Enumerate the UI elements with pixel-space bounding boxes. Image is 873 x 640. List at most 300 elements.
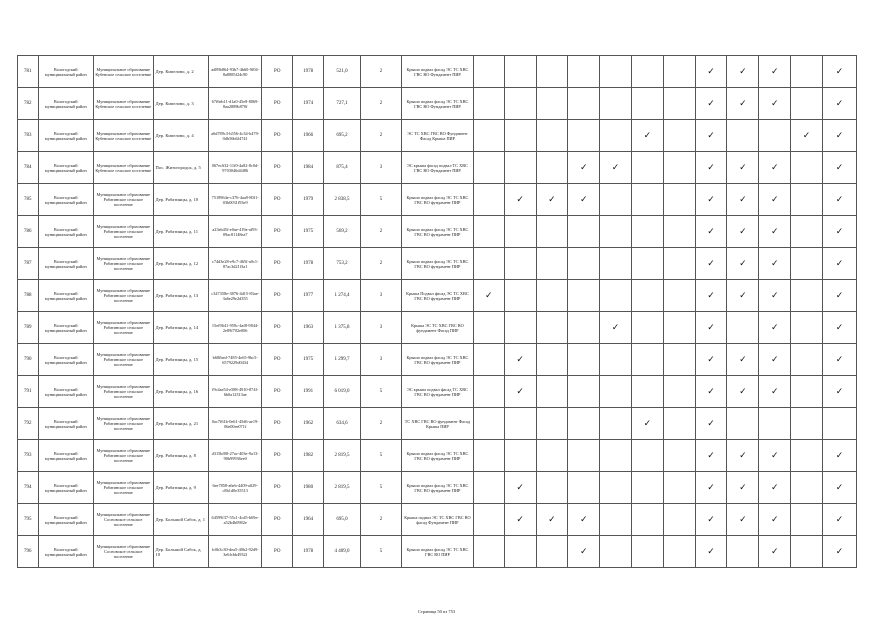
check-mark-icon: ✓ xyxy=(727,440,759,472)
area-cell: 1 299,7 xyxy=(323,344,360,376)
empty-cell xyxy=(473,376,504,408)
row-number: 793 xyxy=(18,440,39,472)
works-cell: Крыша подвал ЭС ТС ХВС ГВС ВО фасад Фундамент ПИР xyxy=(402,504,474,536)
floors-cell: 2 xyxy=(360,504,401,536)
municipality-cell: Муниципальное образование Сосновское сельское поселение xyxy=(93,536,153,568)
works-cell: Крыша подвал фасад ЭС ТС ХВС ГВС ВО ПИР xyxy=(402,536,474,568)
empty-cell xyxy=(727,120,759,152)
floors-cell: 3 xyxy=(360,312,401,344)
municipality-cell: Муниципальное образование Кубенское сельское поселение xyxy=(93,120,153,152)
empty-cell xyxy=(663,280,695,312)
year-cell: 1975 xyxy=(293,344,324,376)
empty-cell xyxy=(600,472,632,504)
table-row xyxy=(18,88,857,120)
district-cell: Вологодский муниципальный район xyxy=(38,56,93,88)
fund-form-cell: РО xyxy=(262,344,293,376)
check-mark-icon: ✓ xyxy=(727,472,759,504)
row-number: 781 xyxy=(18,56,39,88)
check-mark-icon: ✓ xyxy=(695,184,727,216)
empty-cell xyxy=(631,88,663,120)
fias-code-cell: ad89b864-93b7-4b60-9f04-8a8885f24c90 xyxy=(208,56,261,88)
row-number: 786 xyxy=(18,216,39,248)
empty-cell xyxy=(631,184,663,216)
fund-form-cell: РО xyxy=(262,472,293,504)
year-cell: 1974 xyxy=(293,88,324,120)
check-mark-icon: ✓ xyxy=(695,536,727,568)
empty-cell xyxy=(568,440,600,472)
address-cell: Дер. Рабатинцы, д. 8 xyxy=(153,440,208,472)
fias-code-cell: 15ef9641-959c-4af8-9844-2e89f702e006 xyxy=(208,312,261,344)
floors-cell: 5 xyxy=(360,440,401,472)
fund-form-cell: РО xyxy=(262,536,293,568)
empty-cell xyxy=(727,312,759,344)
empty-cell xyxy=(600,216,632,248)
empty-cell xyxy=(473,504,504,536)
empty-cell xyxy=(791,536,823,568)
works-cell: Крыша подвал фасад ЭС ТС ХВС ГВС ВО фундамент ПИР xyxy=(402,248,474,280)
district-cell: Вологодский муниципальный район xyxy=(38,88,93,120)
empty-cell xyxy=(473,56,504,88)
check-mark-icon: ✓ xyxy=(759,184,791,216)
empty-cell xyxy=(631,280,663,312)
check-mark-icon: ✓ xyxy=(727,152,759,184)
page-footer: Страница 50 из 753 xyxy=(417,609,456,614)
fias-code-cell: 7518964e-c376-4aa9-80f1-03b0031f93e9 xyxy=(208,184,261,216)
check-mark-icon: ✓ xyxy=(759,344,791,376)
works-cell: Крыша подвал фасад ЭС ТС ХВС ГВС ВО фундамент ПИР xyxy=(402,216,474,248)
district-cell: Вологодский муниципальный район xyxy=(38,344,93,376)
row-number: 795 xyxy=(18,504,39,536)
table-row xyxy=(18,152,857,184)
check-mark-icon: ✓ xyxy=(822,152,856,184)
empty-cell xyxy=(791,472,823,504)
empty-cell xyxy=(663,376,695,408)
empty-cell xyxy=(536,440,568,472)
area-cell: 4 409,0 xyxy=(323,536,360,568)
check-mark-icon: ✓ xyxy=(568,152,600,184)
empty-cell xyxy=(600,120,632,152)
works-cell: ЭС крыша фасад подвал ТС ХВС ГВС ВО Фундамент ПИР xyxy=(402,152,474,184)
fund-form-cell: РО xyxy=(262,184,293,216)
municipality-cell: Муниципальное образование Рабатинское сельское поселение xyxy=(93,344,153,376)
municipality-cell: Муниципальное образование Кубенское сельское поселение xyxy=(93,56,153,88)
row-number: 789 xyxy=(18,312,39,344)
area-cell: 695,0 xyxy=(323,504,360,536)
year-cell: 1984 xyxy=(293,152,324,184)
check-mark-icon: ✓ xyxy=(727,376,759,408)
empty-cell xyxy=(727,408,759,440)
table-row xyxy=(18,472,857,504)
year-cell: 1975 xyxy=(293,216,324,248)
district-cell: Вологодский муниципальный район xyxy=(38,472,93,504)
check-mark-icon: ✓ xyxy=(695,344,727,376)
check-mark-icon: ✓ xyxy=(473,280,504,312)
municipality-cell: Муниципальное образование Рабатинское сельское поселение xyxy=(93,184,153,216)
municipality-cell: Муниципальное образование Рабатинское сельское поселение xyxy=(93,376,153,408)
empty-cell xyxy=(791,56,823,88)
empty-cell xyxy=(536,280,568,312)
check-mark-icon: ✓ xyxy=(727,88,759,120)
floors-cell: 5 xyxy=(360,376,401,408)
empty-cell xyxy=(631,56,663,88)
area-cell: 634,6 xyxy=(323,408,360,440)
empty-cell xyxy=(663,88,695,120)
fund-form-cell: РО xyxy=(262,440,293,472)
empty-cell xyxy=(504,152,536,184)
check-mark-icon: ✓ xyxy=(727,248,759,280)
year-cell: 1963 xyxy=(293,312,324,344)
empty-cell xyxy=(473,152,504,184)
check-mark-icon: ✓ xyxy=(727,344,759,376)
empty-cell xyxy=(791,312,823,344)
floors-cell: 2 xyxy=(360,56,401,88)
area-cell: 875,4 xyxy=(323,152,360,184)
empty-cell xyxy=(759,408,791,440)
empty-cell xyxy=(663,248,695,280)
check-mark-icon: ✓ xyxy=(695,504,727,536)
check-mark-icon: ✓ xyxy=(631,408,663,440)
address-cell: Дер. Рабатинцы, д. 13 xyxy=(153,280,208,312)
empty-cell xyxy=(600,408,632,440)
empty-cell xyxy=(631,312,663,344)
table-row xyxy=(18,184,857,216)
row-number: 785 xyxy=(18,184,39,216)
empty-cell xyxy=(759,120,791,152)
address-cell: Дер. Рабатинцы, д. 15 xyxy=(153,344,208,376)
check-mark-icon: ✓ xyxy=(504,184,536,216)
empty-cell xyxy=(536,408,568,440)
district-cell: Вологодский муниципальный район xyxy=(38,280,93,312)
empty-cell xyxy=(504,440,536,472)
address-cell: Дер. Большой Сабск, д. 1 xyxy=(153,504,208,536)
fund-form-cell: РО xyxy=(262,248,293,280)
address-cell: Дер. Кипелово, д. 3 xyxy=(153,88,208,120)
check-mark-icon: ✓ xyxy=(695,248,727,280)
fias-code-cell: d315bf08-27ac-403e-9a13-90b99936ee0 xyxy=(208,440,261,472)
empty-cell xyxy=(791,152,823,184)
table-row xyxy=(18,56,857,88)
year-cell: 1977 xyxy=(293,280,324,312)
check-mark-icon: ✓ xyxy=(759,88,791,120)
empty-cell xyxy=(536,344,568,376)
area-cell: 2 838,5 xyxy=(323,184,360,216)
area-cell: 2 819,5 xyxy=(323,472,360,504)
check-mark-icon: ✓ xyxy=(504,376,536,408)
empty-cell xyxy=(536,472,568,504)
floors-cell: 5 xyxy=(360,472,401,504)
empty-cell xyxy=(663,408,695,440)
address-cell: Дер. Рабатинцы, д. 21 xyxy=(153,408,208,440)
address-cell: Дер. Кипелово, д. 4 xyxy=(153,120,208,152)
district-cell: Вологодский муниципальный район xyxy=(38,504,93,536)
empty-cell xyxy=(600,280,632,312)
floors-cell: 2 xyxy=(360,216,401,248)
table-row xyxy=(18,216,857,248)
check-mark-icon: ✓ xyxy=(822,376,856,408)
empty-cell xyxy=(791,184,823,216)
fias-code-cell: a6d789c3-b556-4c34-b479-0db56b6f4741 xyxy=(208,120,261,152)
year-cell: 1978 xyxy=(293,56,324,88)
check-mark-icon: ✓ xyxy=(727,56,759,88)
table-row xyxy=(18,248,857,280)
row-number: 794 xyxy=(18,472,39,504)
empty-cell xyxy=(473,248,504,280)
district-cell: Вологодский муниципальный район xyxy=(38,216,93,248)
table-row xyxy=(18,504,857,536)
check-mark-icon: ✓ xyxy=(822,504,856,536)
empty-cell xyxy=(663,312,695,344)
check-mark-icon: ✓ xyxy=(695,408,727,440)
check-mark-icon: ✓ xyxy=(695,120,727,152)
works-cell: Крыша подвал фасад ЭС ТС ХВС ГВС ВО Фундамент ПИР xyxy=(402,88,474,120)
check-mark-icon: ✓ xyxy=(568,184,600,216)
check-mark-icon: ✓ xyxy=(759,472,791,504)
fias-code-cell: 6ee7858-a6eb-4409-a029-c8b1d0e35513 xyxy=(208,472,261,504)
check-mark-icon: ✓ xyxy=(695,440,727,472)
empty-cell xyxy=(568,472,600,504)
check-mark-icon: ✓ xyxy=(759,312,791,344)
check-mark-icon: ✓ xyxy=(759,440,791,472)
works-cell: ЭС крыша подвал фасад ТС ХВС ГВС ВО фундамент ПИР xyxy=(402,376,474,408)
municipality-cell: Муниципальное образование Рабатинское сельское поселение xyxy=(93,312,153,344)
empty-cell xyxy=(791,440,823,472)
year-cell: 1978 xyxy=(293,248,324,280)
fund-form-cell: РО xyxy=(262,88,293,120)
register-table xyxy=(17,55,857,568)
check-mark-icon: ✓ xyxy=(695,216,727,248)
works-cell: Крыша ЭС ТС ХВС ГВС ВО фундамент Фасад ПИР xyxy=(402,312,474,344)
empty-cell xyxy=(663,184,695,216)
district-cell: Вологодский муниципальный район xyxy=(38,152,93,184)
district-cell: Вологодский муниципальный район xyxy=(38,376,93,408)
check-mark-icon: ✓ xyxy=(822,312,856,344)
empty-cell xyxy=(536,248,568,280)
floors-cell: 3 xyxy=(360,152,401,184)
table-body xyxy=(18,56,857,568)
check-mark-icon: ✓ xyxy=(695,152,727,184)
table-row xyxy=(18,120,857,152)
empty-cell xyxy=(473,408,504,440)
check-mark-icon: ✓ xyxy=(822,344,856,376)
fund-form-cell: РО xyxy=(262,504,293,536)
check-mark-icon: ✓ xyxy=(695,472,727,504)
municipality-cell: Муниципальное образование Рабатинское сельское поселение xyxy=(93,280,153,312)
municipality-cell: Муниципальное образование Рабатинское сельское поселение xyxy=(93,440,153,472)
empty-cell xyxy=(568,344,600,376)
empty-cell xyxy=(631,248,663,280)
address-cell: Пос. Житогородск, д. 5 xyxy=(153,152,208,184)
empty-cell xyxy=(631,440,663,472)
empty-cell xyxy=(600,440,632,472)
check-mark-icon: ✓ xyxy=(822,120,856,152)
empty-cell xyxy=(473,312,504,344)
district-cell: Вологодский муниципальный район xyxy=(38,184,93,216)
check-mark-icon: ✓ xyxy=(695,56,727,88)
district-cell: Вологодский муниципальный район xyxy=(38,312,93,344)
empty-cell xyxy=(600,184,632,216)
empty-cell xyxy=(504,280,536,312)
empty-cell xyxy=(631,344,663,376)
empty-cell xyxy=(473,440,504,472)
check-mark-icon: ✓ xyxy=(759,248,791,280)
empty-cell xyxy=(504,88,536,120)
empty-cell xyxy=(536,376,568,408)
fund-form-cell: РО xyxy=(262,120,293,152)
floors-cell: 3 xyxy=(360,344,401,376)
empty-cell xyxy=(663,504,695,536)
check-mark-icon: ✓ xyxy=(600,312,632,344)
check-mark-icon: ✓ xyxy=(568,536,600,568)
check-mark-icon: ✓ xyxy=(727,504,759,536)
check-mark-icon: ✓ xyxy=(504,504,536,536)
area-cell: 1 274,4 xyxy=(323,280,360,312)
table-row xyxy=(18,536,857,568)
fias-code-cell: 067ec632-11f0-4a82-8c0d-9703046d4486 xyxy=(208,152,261,184)
check-mark-icon: ✓ xyxy=(695,312,727,344)
municipality-cell: Муниципальное образование Рабатинское сельское поселение xyxy=(93,408,153,440)
fund-form-cell: РО xyxy=(262,56,293,88)
empty-cell xyxy=(568,312,600,344)
empty-cell xyxy=(791,88,823,120)
fias-code-cell: fc0b3c30-dea5-40b2-92d9-3e6fcbb4932f xyxy=(208,536,261,568)
empty-cell xyxy=(631,472,663,504)
register-table-wrap xyxy=(17,55,857,568)
empty-cell xyxy=(600,56,632,88)
empty-cell xyxy=(791,408,823,440)
municipality-cell: Муниципальное образование Рабатинское сельское поселение xyxy=(93,472,153,504)
empty-cell xyxy=(536,216,568,248)
empty-cell xyxy=(600,536,632,568)
works-cell: Крыша подвал фасад ЭС ТС ХВС ГВС ВО фундамент ПИР xyxy=(402,472,474,504)
floors-cell: 2 xyxy=(360,120,401,152)
fund-form-cell: РО xyxy=(262,152,293,184)
check-mark-icon: ✓ xyxy=(791,120,823,152)
address-cell: Дер. Рабатинцы, д. 10 xyxy=(153,184,208,216)
empty-cell xyxy=(663,536,695,568)
municipality-cell: Муниципальное образование Кубенское сельское поселение xyxy=(93,152,153,184)
floors-cell: 5 xyxy=(360,536,401,568)
area-cell: 753,2 xyxy=(323,248,360,280)
year-cell: 1991 xyxy=(293,376,324,408)
empty-cell xyxy=(663,216,695,248)
empty-cell xyxy=(536,88,568,120)
table-row xyxy=(18,376,857,408)
empty-cell xyxy=(568,280,600,312)
year-cell: 1962 xyxy=(293,408,324,440)
check-mark-icon: ✓ xyxy=(695,280,727,312)
check-mark-icon: ✓ xyxy=(822,88,856,120)
empty-cell xyxy=(791,504,823,536)
works-cell: Крыша подвал фасад ЭС ТС ХВС ГВС ВО Фундамент ПИР xyxy=(402,56,474,88)
empty-cell xyxy=(663,56,695,88)
check-mark-icon: ✓ xyxy=(822,280,856,312)
municipality-cell: Муниципальное образование Рабатинское сельское поселение xyxy=(93,248,153,280)
check-mark-icon: ✓ xyxy=(822,440,856,472)
check-mark-icon: ✓ xyxy=(759,152,791,184)
empty-cell xyxy=(473,344,504,376)
floors-cell: 2 xyxy=(360,408,401,440)
empty-cell xyxy=(600,248,632,280)
fias-code-cell: f9c4ae54-e588-4910-874f-6b0a12313ae xyxy=(208,376,261,408)
empty-cell xyxy=(536,152,568,184)
empty-cell xyxy=(473,120,504,152)
area-cell: 6 019,0 xyxy=(323,376,360,408)
area-cell: 2 819,5 xyxy=(323,440,360,472)
empty-cell xyxy=(791,344,823,376)
check-mark-icon: ✓ xyxy=(822,184,856,216)
area-cell: 1 375,8 xyxy=(323,312,360,344)
empty-cell xyxy=(473,536,504,568)
address-cell: Дер. Рабатинцы, д. 9 xyxy=(153,472,208,504)
check-mark-icon: ✓ xyxy=(759,216,791,248)
check-mark-icon: ✓ xyxy=(822,536,856,568)
empty-cell xyxy=(568,216,600,248)
district-cell: Вологодский муниципальный район xyxy=(38,536,93,568)
fias-code-cell: b68fbed-7485-4e65-9bc5-6579229d0434 xyxy=(208,344,261,376)
check-mark-icon: ✓ xyxy=(504,472,536,504)
empty-cell xyxy=(663,472,695,504)
check-mark-icon: ✓ xyxy=(727,216,759,248)
empty-cell xyxy=(631,504,663,536)
fias-code-cell: 67f6eb11-d1a0-45e8-8069-8aa2889b870f xyxy=(208,88,261,120)
empty-cell xyxy=(536,312,568,344)
empty-cell xyxy=(631,216,663,248)
fias-code-cell: 64599f37-55c1-4cd5-b69e-a52b4b0982e xyxy=(208,504,261,536)
empty-cell xyxy=(473,184,504,216)
fund-form-cell: РО xyxy=(262,376,293,408)
empty-cell xyxy=(663,344,695,376)
empty-cell xyxy=(536,120,568,152)
table-row xyxy=(18,312,857,344)
year-cell: 1964 xyxy=(293,504,324,536)
row-number: 796 xyxy=(18,536,39,568)
municipality-cell: Муниципальное образование Рабатинское сельское поселение xyxy=(93,216,153,248)
fund-form-cell: РО xyxy=(262,312,293,344)
district-cell: Вологодский муниципальный район xyxy=(38,440,93,472)
check-mark-icon: ✓ xyxy=(822,56,856,88)
empty-cell xyxy=(568,376,600,408)
empty-cell xyxy=(473,472,504,504)
municipality-cell: Муниципальное образование Сосновское сельское поселение xyxy=(93,504,153,536)
empty-cell xyxy=(727,536,759,568)
district-cell: Вологодский муниципальный район xyxy=(38,408,93,440)
area-cell: 521,0 xyxy=(323,56,360,88)
empty-cell xyxy=(791,248,823,280)
fund-form-cell: РО xyxy=(262,280,293,312)
check-mark-icon: ✓ xyxy=(695,88,727,120)
empty-cell xyxy=(600,376,632,408)
works-cell: ТС ХВС ГВС ВО фундамент Фасад Крыша ПИР xyxy=(402,408,474,440)
row-number: 783 xyxy=(18,120,39,152)
works-cell: Крыша подвал фасад ЭС ТС ХВС ГВС ВО фундамент ПИР xyxy=(402,184,474,216)
check-mark-icon: ✓ xyxy=(822,248,856,280)
row-number: 784 xyxy=(18,152,39,184)
fias-code-cell: 0ac7f61b-0e61-45d6-ae19-06e00ee071f xyxy=(208,408,261,440)
district-cell: Вологодский муниципальный район xyxy=(38,248,93,280)
fund-form-cell: РО xyxy=(262,216,293,248)
check-mark-icon: ✓ xyxy=(759,56,791,88)
check-mark-icon: ✓ xyxy=(727,184,759,216)
empty-cell xyxy=(663,152,695,184)
empty-cell xyxy=(504,312,536,344)
check-mark-icon: ✓ xyxy=(759,504,791,536)
floors-cell: 2 xyxy=(360,88,401,120)
area-cell: 727,1 xyxy=(323,88,360,120)
check-mark-icon: ✓ xyxy=(822,216,856,248)
empty-cell xyxy=(822,408,856,440)
check-mark-icon: ✓ xyxy=(822,472,856,504)
works-cell: ЭС ТС ХВС ГВС ВО Фундамент Фасад Крыша ПИР xyxy=(402,120,474,152)
